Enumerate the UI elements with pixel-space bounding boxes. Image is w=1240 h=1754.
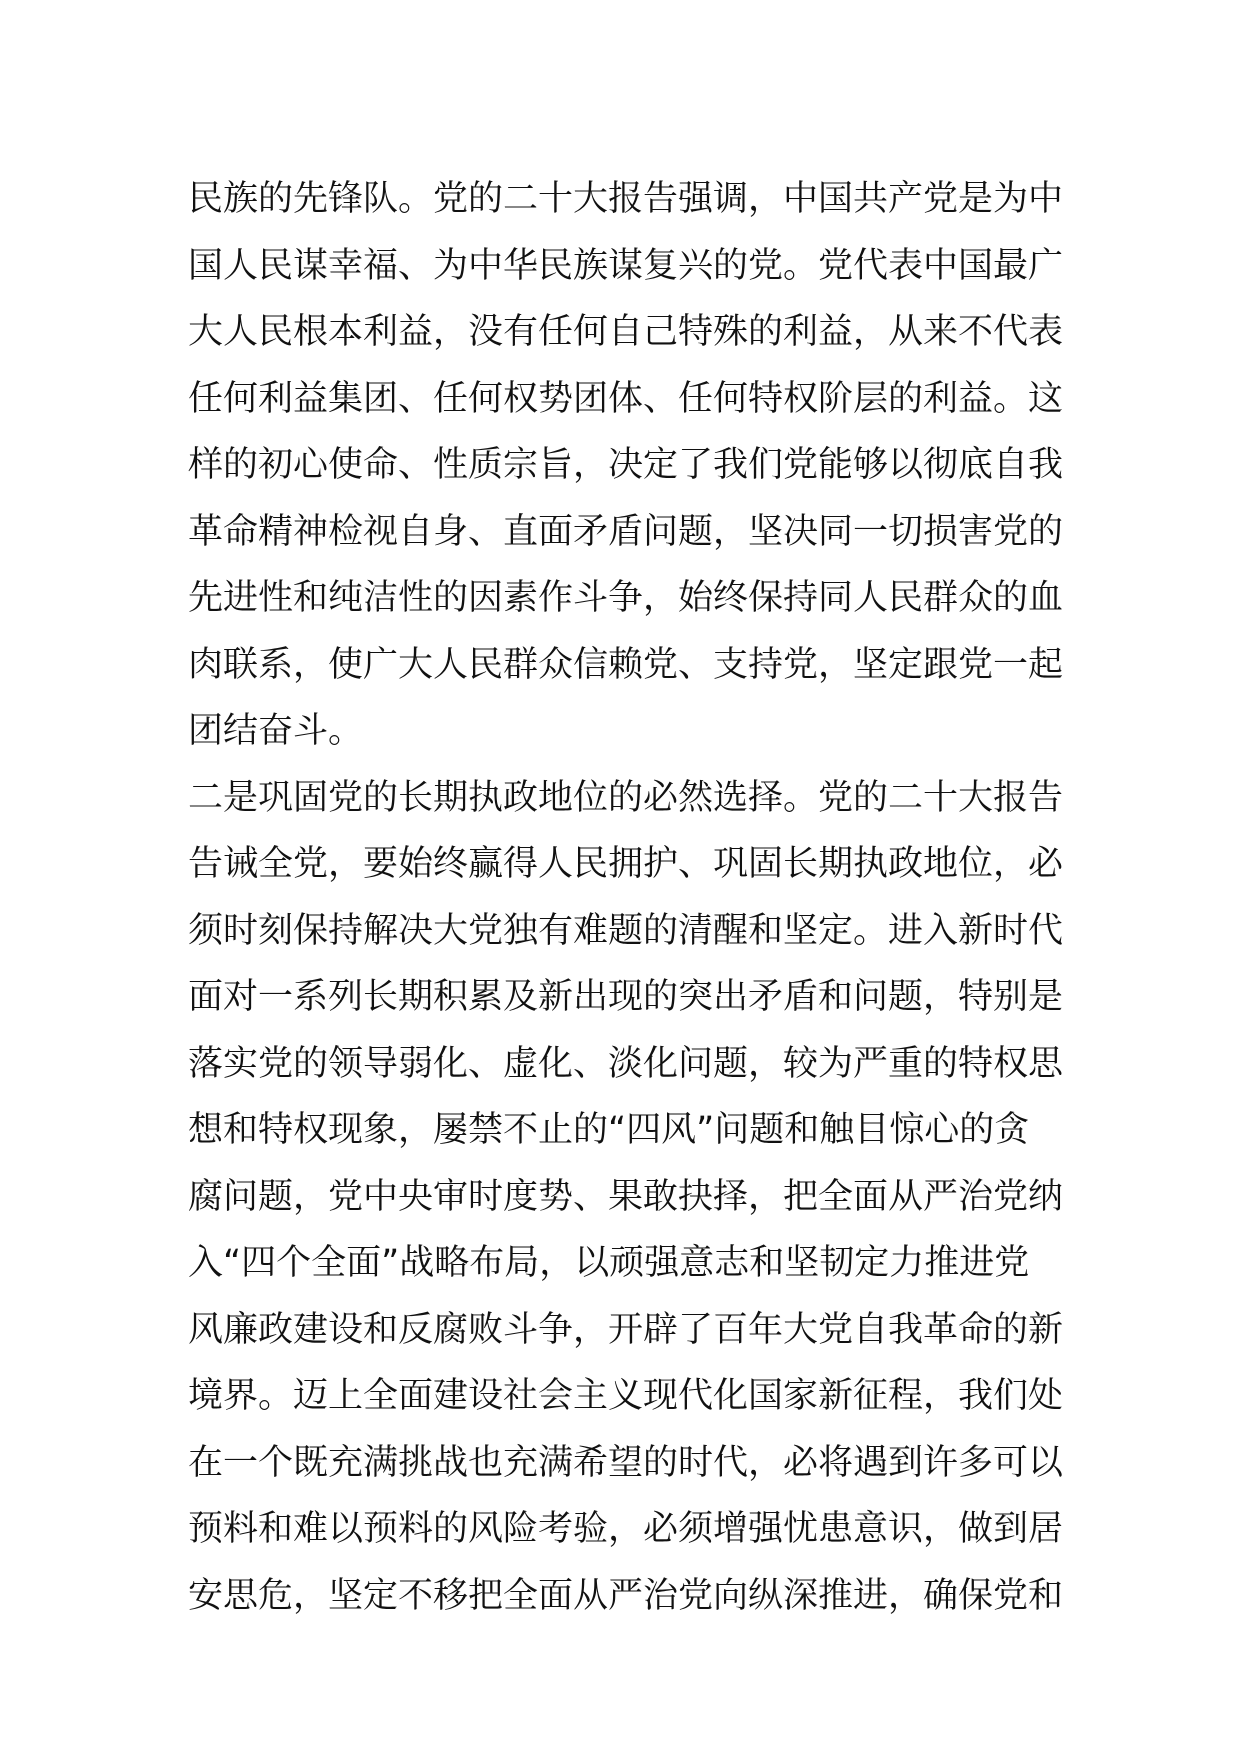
text-line: 团结奋斗。 (188, 711, 364, 751)
text-line: 境界。迈上全面建设社会主义现代化国家新征程，我们处 (188, 1376, 1064, 1416)
text-line: 入“四个全面”战略布局，以顽强意志和坚韧定力推进党 (188, 1243, 1030, 1283)
text-line: 落实党的领导弱化、虚化、淡化问题，较为严重的特权思 (188, 1043, 1064, 1084)
text-line: 民族的先锋队。党的二十大报告强调，中国共产党是为中 (188, 179, 1064, 219)
text-line: 大人民根本利益，没有任何自己特殊的利益，从来不代表 (188, 312, 1064, 352)
text-line: 须时刻保持解决大党独有难题的清醒和坚定。进入新时代 (188, 910, 1064, 951)
text-line: 腐问题，党中央审时度势、果敢抉择，把全面从严治党纳 (188, 1176, 1064, 1217)
text-line: 肉联系，使广大人民群众信赖党、支持党，坚定跟党一起 (188, 644, 1064, 685)
text-line: 任何利益集团、任何权势团体、任何特权阶层的利益。这 (188, 378, 1064, 419)
text-line: 国人民谋幸福、为中华民族谋复兴的党。党代表中国最广 (188, 245, 1064, 286)
body-text (188, 166, 1068, 1629)
text-line: 风廉政建设和反腐败斗争，开辟了百年大党自我革命的新 (188, 1309, 1064, 1350)
text-line: 面对一系列长期积累及新出现的突出矛盾和问题，特别是 (188, 977, 1064, 1017)
text-line: 先进性和纯洁性的因素作斗争，始终保持同人民群众的血 (188, 578, 1064, 618)
text-line: 革命精神检视自身、直面矛盾问题，坚决同一切损害党的 (188, 511, 1064, 552)
text-line: 告诫全党，要始终赢得人民拥护、巩固长期执政地位，必 (188, 844, 1064, 884)
text-line: 样的初心使命、性质宗旨，决定了我们党能够以彻底自我 (188, 445, 1064, 485)
text-line: 预料和难以预料的风险考验，必须增强忧患意识，做到居 (188, 1509, 1064, 1549)
text-line: 二是巩固党的长期执政地位的必然选择。党的二十大报告 (188, 777, 1064, 818)
text-line: 想和特权现象，屡禁不止的“四风”问题和触目惊心的贪 (188, 1110, 1030, 1150)
text-line: 安思危，坚定不移把全面从严治党向纵深推进，确保党和 (188, 1575, 1064, 1616)
text-line: 在一个既充满挑战也充满希望的时代，必将遇到许多可以 (188, 1442, 1064, 1483)
